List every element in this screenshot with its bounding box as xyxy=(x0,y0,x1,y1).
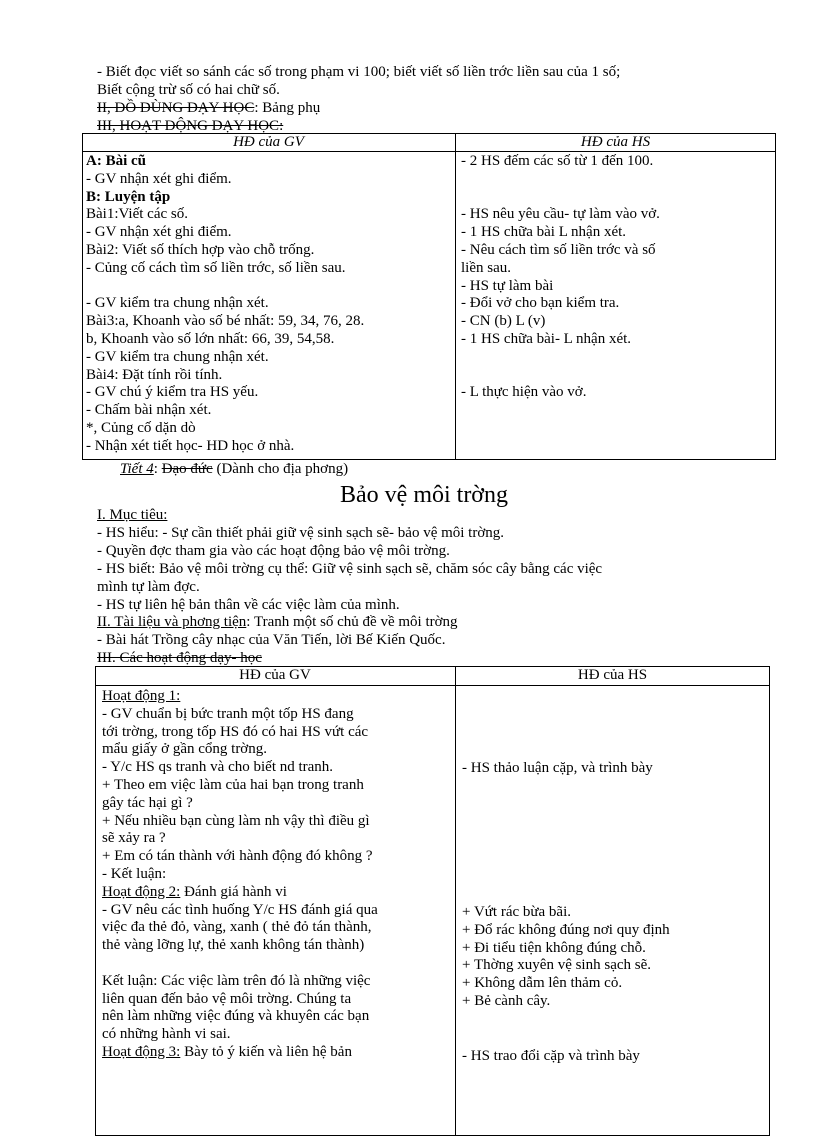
table-1-header-gv: HĐ của GV xyxy=(233,134,304,150)
table-2-hs-list xyxy=(462,904,670,1011)
table-1-column-divider xyxy=(455,133,456,460)
table-1-gv-line: A: Bài cũ xyxy=(86,153,146,169)
table-2-hs-item: + Bẻ cành cây. xyxy=(462,992,551,1009)
table-2-hs-item: + Vứt rác bừa bãi. xyxy=(462,904,571,920)
table-1-gv-line: - GV kiểm tra chung nhận xét. xyxy=(86,348,269,365)
section-i-line: - Quyền đợc tham gia vào các hoạt động bảo vệ môi trờng. xyxy=(97,543,450,559)
activity-heading-rest: Bày tỏ ý kiến và liên hệ bản xyxy=(180,1043,352,1060)
table-2-gv-line: nên làm những việc đúng và khuyên các bạn xyxy=(102,1008,370,1025)
table-1-gv-line: *, Củng cố dặn dò xyxy=(86,419,196,436)
table-1-hs-line: - L thực hiện vào vở. xyxy=(461,384,587,401)
tiet-4-subject: Đạo đức xyxy=(161,461,213,477)
table-2-gv-line: liên quan đến bảo vệ môi trờng. Chúng ta xyxy=(102,990,352,1007)
table-2-hs-item: + Thờng xuyên vệ sinh sạch sẽ. xyxy=(462,957,652,974)
section-ii-value: : Tranh một số chủ đề về môi trờng xyxy=(246,614,458,630)
table-2-gv-line xyxy=(102,884,378,902)
section-i-heading: I. Mục tiêu: xyxy=(97,507,168,523)
activity-heading: Hoạt động 3: xyxy=(102,1043,181,1060)
activity-heading-rest: Đánh giá hành vi xyxy=(180,883,287,900)
table-1-hs-line: - Nêu cách tìm số liền trớc và số xyxy=(461,241,656,258)
table-1-gv-line: Bài4: Đặt tính rồi tính. xyxy=(86,366,223,383)
table-1-header-hs: HĐ của HS xyxy=(580,134,651,150)
section-i-line: - HS biết: Bảo vệ môi trờng cụ thể: Giữ vệ sinh sạch sẽ, chăm sóc cây bằng các việc xyxy=(97,561,603,577)
table-2-gv-line: sẽ xảy ra ? xyxy=(102,830,166,847)
section-ii-heading: II. Tài liệu và phơng tiện xyxy=(97,614,247,630)
section-2-value: : Bảng phụ xyxy=(254,100,321,116)
table-2-hs-last: - HS trao đổi cặp và trình bày xyxy=(462,1048,640,1064)
table-1-gv-line: Bài2: Viết số thích hợp vào chỗ trống. xyxy=(86,241,315,258)
table-2-gv-line: + Nếu nhiều bạn cùng làm nh vậy thì điều gì xyxy=(102,812,370,829)
table-1-hs-column xyxy=(461,153,660,402)
table-2-gv-line: - GV nêu các tình huống Y/c HS đánh giá qua xyxy=(102,901,378,918)
table-2-gv-line: - Y/c HS qs tranh và cho biết nd tranh. xyxy=(102,759,334,776)
table-1-hs-line: - 2 HS đếm các số từ 1 đến 100. xyxy=(461,153,654,169)
table-1-hs-line xyxy=(461,189,660,207)
table-1-hs-line xyxy=(461,171,660,189)
activity-heading: Hoạt động 2: xyxy=(102,883,181,900)
table-2-gv-line xyxy=(102,688,378,706)
section-3-heading: III, HOẠT ĐỘNG DẠY HỌC: xyxy=(97,118,284,134)
table-2-hs-item: + Không dẫm lên thảm cỏ. xyxy=(462,975,623,992)
section-2-heading xyxy=(97,100,320,118)
table-2-gv-line: có những hành vi sai. xyxy=(102,1026,231,1043)
section-i-line: - HS hiểu: - Sự cần thiết phải giữ vệ sinh sạch sẽ- bảo vệ môi trờng. xyxy=(97,525,505,541)
table-2-gv-line: mẩu giấy ở gần cổng trờng. xyxy=(102,741,267,758)
table-1-gv-line: - GV kiểm tra chung nhận xét. xyxy=(86,295,269,312)
intro-line-2: Biết cộng trừ số có hai chữ số. xyxy=(97,82,280,98)
table-2-header-hs: HĐ của HS xyxy=(577,667,648,683)
table-1-gv-line: - GV nhận xét ghi điểm. xyxy=(86,170,232,187)
table-2-gv-line: - Kết luận: xyxy=(102,865,167,882)
table-2-gv-line xyxy=(102,1044,378,1062)
table-2-gv-line: gây tác hại gì ? xyxy=(102,794,193,811)
table-2-gv-line: + Theo em việc làm của hai bạn trong tranh xyxy=(102,776,364,793)
table-1-hs-line xyxy=(461,367,660,385)
table-1-gv-line: - Củng cố cách tìm số liền trớc, số liền sau. xyxy=(86,259,346,276)
table-1-gv-line: b, Khoanh vào số lớn nhất: 66, 39, 54,58. xyxy=(86,330,335,347)
table-2-gv-line: tới trờng, trong tốp HS đó có hai HS vứt các xyxy=(102,723,369,740)
table-2-gv-line: thẻ vàng lỡng lự, thẻ xanh không tán thành) xyxy=(102,937,365,954)
section-i-line: mình tự làm đợc. xyxy=(97,579,200,595)
table-1-hs-line: - HS nêu yêu cầu- tự làm vào vở. xyxy=(461,206,660,223)
tiet-4-line xyxy=(120,461,348,479)
table-2-gv-line xyxy=(102,955,378,973)
activity-heading: Hoạt động 1: xyxy=(102,688,181,704)
table-1-gv-line: - GV nhận xét ghi điểm. xyxy=(86,224,232,241)
table-1-gv-line: Bài3:a, Khoanh vào số bé nhất: 59, 34, 76, 28. xyxy=(86,313,365,330)
table-2-header-divider xyxy=(95,685,770,686)
table-1-hs-line: - HS tự làm bài xyxy=(461,277,554,294)
table-2-gv-line: việc đa thẻ đỏ, vàng, xanh ( thẻ đỏ tán thành, xyxy=(102,919,372,936)
table-1-gv-line: - Nhận xét tiết học- HD học ở nhà. xyxy=(86,437,295,454)
section-iii-heading: III. Các hoạt động dạy- học xyxy=(97,650,262,666)
table-2-hs-discuss: - HS thảo luận cặp, và trình bày xyxy=(462,760,653,776)
section-2-label: II, ĐỒ DÙNG DẠY HỌC xyxy=(97,100,255,116)
table-1-hs-line: - 1 HS chữa bài- L nhận xét. xyxy=(461,330,632,347)
table-1-hs-line: liền sau. xyxy=(461,259,511,276)
table-1-hs-line: - Đổi vở cho bạn kiểm tra. xyxy=(461,295,620,312)
table-2-hs-item: + Đi tiểu tiện không đúng chỗ. xyxy=(462,939,646,956)
table-2-header-gv: HĐ của GV xyxy=(239,667,311,683)
section-ii-heading-line xyxy=(97,614,458,632)
table-2-gv-line: + Em có tán thành với hành động đó không ? xyxy=(102,848,373,865)
table-1-gv-column xyxy=(86,153,364,456)
table-2-gv-line: - GV chuẩn bị bức tranh một tốp HS đang xyxy=(102,705,354,722)
intro-line-1: - Biết đọc viết so sánh các số trong phạm vi 100; biết viết số liền trớc liền sau của 1 số; xyxy=(97,64,621,80)
section-ii-line-2: - Bài hát Trồng cây nhạc của Văn Tiến, lời Bế Kiến Quốc. xyxy=(97,632,446,648)
table-2-gv-column xyxy=(102,688,378,1062)
page-title: Bảo vệ môi trờng xyxy=(340,482,508,508)
table-1-hs-line xyxy=(461,349,660,367)
tiet-4-label: Tiết 4 xyxy=(120,461,154,477)
table-1-gv-line: Bài1:Viết các số. xyxy=(86,206,188,223)
table-2-column-divider xyxy=(455,666,456,1136)
table-1-gv-line: - GV chú ý kiểm tra HS yếu. xyxy=(86,384,259,401)
table-1-hs-line: - 1 HS chữa bài L nhận xét. xyxy=(461,224,627,241)
tiet-4-colon: : xyxy=(153,461,162,477)
tiet-4-note: (Dành cho địa phơng) xyxy=(212,461,349,477)
table-1-gv-line: B: Luyện tập xyxy=(86,188,171,205)
table-1-hs-line: - CN (b) L (v) xyxy=(461,313,546,330)
table-2-gv-line: Kết luận: Các việc làm trên đó là những việc xyxy=(102,972,371,989)
table-1-gv-line: - Chấm bài nhận xét. xyxy=(86,402,212,419)
table-1-gv-line xyxy=(86,278,364,296)
table-2-hs-item: + Đổ rác không đúng nơi quy định xyxy=(462,921,670,938)
section-i-line: - HS tự liên hệ bản thân về các việc làm của mình. xyxy=(97,597,400,613)
